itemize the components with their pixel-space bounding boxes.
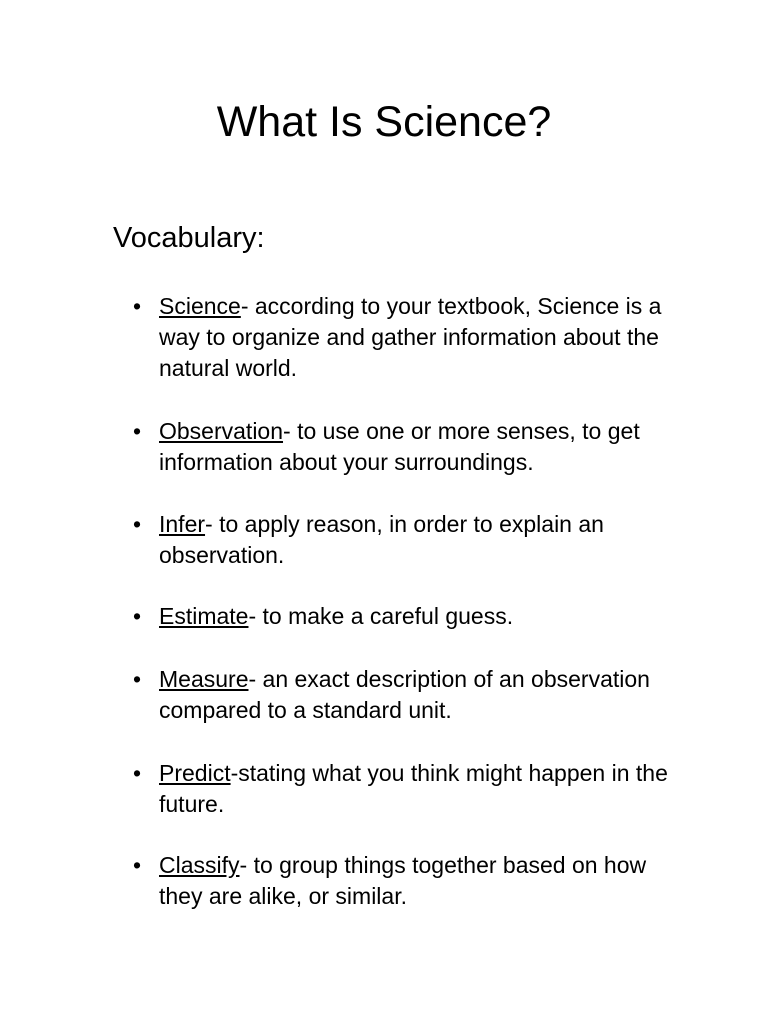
vocab-definition: - to make a careful guess. — [248, 603, 514, 629]
bullet-icon: • — [133, 293, 142, 319]
vocab-entry — [159, 509, 669, 571]
vocab-term: Infer — [159, 511, 206, 537]
vocabulary-heading: Vocabulary: — [113, 222, 265, 254]
vocab-entry — [159, 664, 669, 726]
vocab-term: Predict — [159, 760, 231, 786]
vocab-term: Science — [159, 293, 241, 319]
vocab-entry — [159, 601, 669, 632]
vocab-entry — [159, 850, 669, 912]
vocab-term: Classify — [159, 852, 240, 878]
bullet-icon: • — [133, 603, 142, 629]
vocab-definition: - according to your textbook, Science is a way to organize and gather information about the natural world. — [159, 293, 662, 381]
vocab-definition: - to group things together based on how they are alike, or similar. — [159, 852, 647, 909]
bullet-icon: • — [133, 760, 142, 786]
vocab-entry — [159, 416, 669, 478]
vocab-definition: - an exact description of an observation compared to a standard unit. — [159, 666, 650, 723]
bullet-icon: • — [133, 666, 142, 692]
page-title: What Is Science? — [216, 98, 552, 146]
vocab-term: Measure — [159, 666, 249, 692]
vocab-entry — [159, 291, 669, 384]
bullet-icon: • — [133, 418, 142, 444]
vocab-term: Observation — [159, 418, 284, 444]
vocab-definition: - to use one or more senses, to get information about your surroundings. — [159, 418, 640, 475]
vocab-definition: - to apply reason, in order to explain an observation. — [159, 511, 604, 568]
vocab-entry — [159, 758, 669, 820]
bullet-icon: • — [133, 511, 142, 537]
bullet-icon: • — [133, 852, 142, 878]
vocab-definition: -stating what you think might happen in the future. — [159, 760, 668, 817]
vocab-term: Estimate — [159, 603, 249, 629]
